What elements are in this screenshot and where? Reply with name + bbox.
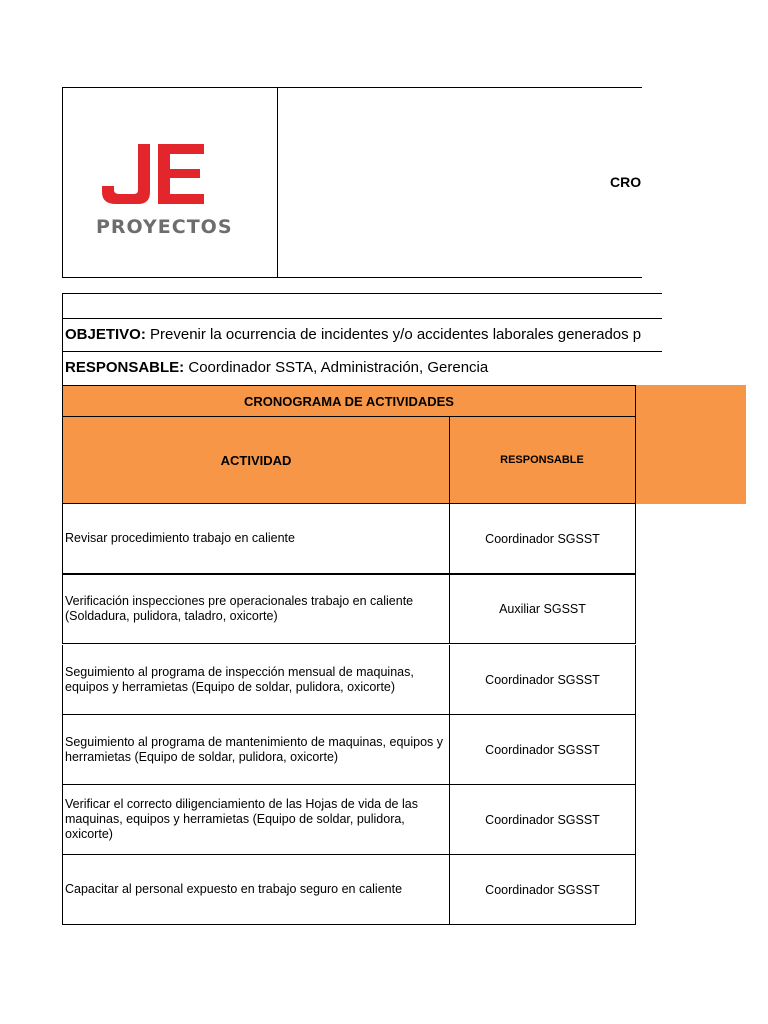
responsable-cell: Coordinador SGSST	[485, 882, 600, 897]
column-header-responsable	[449, 417, 636, 504]
responsable-row	[62, 352, 662, 385]
responsable-cell: Coordinador SGSST	[485, 672, 600, 687]
responsable-cell: Auxiliar SGSST	[499, 602, 586, 616]
actividad-cell: Verificar el correcto diligenciamiento de las Hojas de vida de las maquinas, equipos y herramietas (Equipo de soldar, pulidora, oxicorte)	[63, 785, 450, 854]
document-title: CRO	[610, 174, 642, 190]
actividad-cell: Seguimiento al programa de inspección mensual de maquinas, equipos y herramietas (Equipo de soldar, pulidora, oxicorte)	[63, 645, 450, 714]
objetivo-text: Prevenir la ocurrencia de incidentes y/o accidentes laborales generados p	[145, 326, 642, 343]
responsable-label: RESPONSABLE:	[65, 359, 185, 376]
cronograma-title: CRONOGRAMA DE ACTIVIDADES	[62, 385, 636, 417]
table-row	[62, 785, 636, 855]
actividad-cell: Verificación inspecciones pre operacionales trabajo en caliente (Soldadura, pulidora, taladro, oxicorte)	[63, 575, 450, 643]
column-header-actividad	[62, 417, 450, 504]
column-header-actividad-label: ACTIVIDAD	[220, 452, 292, 468]
objetivo-row	[62, 319, 662, 352]
responsable-cell: Coordinador SGSST	[485, 742, 600, 757]
responsable-cell: Coordinador SGSST	[485, 531, 600, 546]
responsable-text: Coordinador SSTA, Administración, Gerencia	[184, 359, 489, 376]
responsable-cell: Coordinador SGSST	[485, 812, 600, 827]
je-logo-icon	[98, 140, 208, 210]
table-row	[62, 504, 636, 574]
table-row	[62, 715, 636, 785]
table-row	[62, 574, 636, 644]
table-row	[62, 645, 636, 715]
table-row	[62, 855, 636, 925]
column-header-responsable-label: RESPONSABLE	[500, 454, 584, 466]
actividad-cell: Seguimiento al programa de mantenimiento de maquinas, equipos y herramietas (Equipo de soldar, pulidora, oxicorte)	[63, 715, 450, 784]
actividad-cell: Revisar procedimiento trabajo en caliente	[63, 504, 450, 573]
blank-row	[62, 293, 662, 319]
objetivo-label: OBJETIVO:	[65, 326, 146, 343]
logo-subtitle: PROYECTOS	[96, 216, 233, 238]
actividad-cell: Capacitar al personal expuesto en trabajo seguro en caliente	[63, 855, 450, 924]
